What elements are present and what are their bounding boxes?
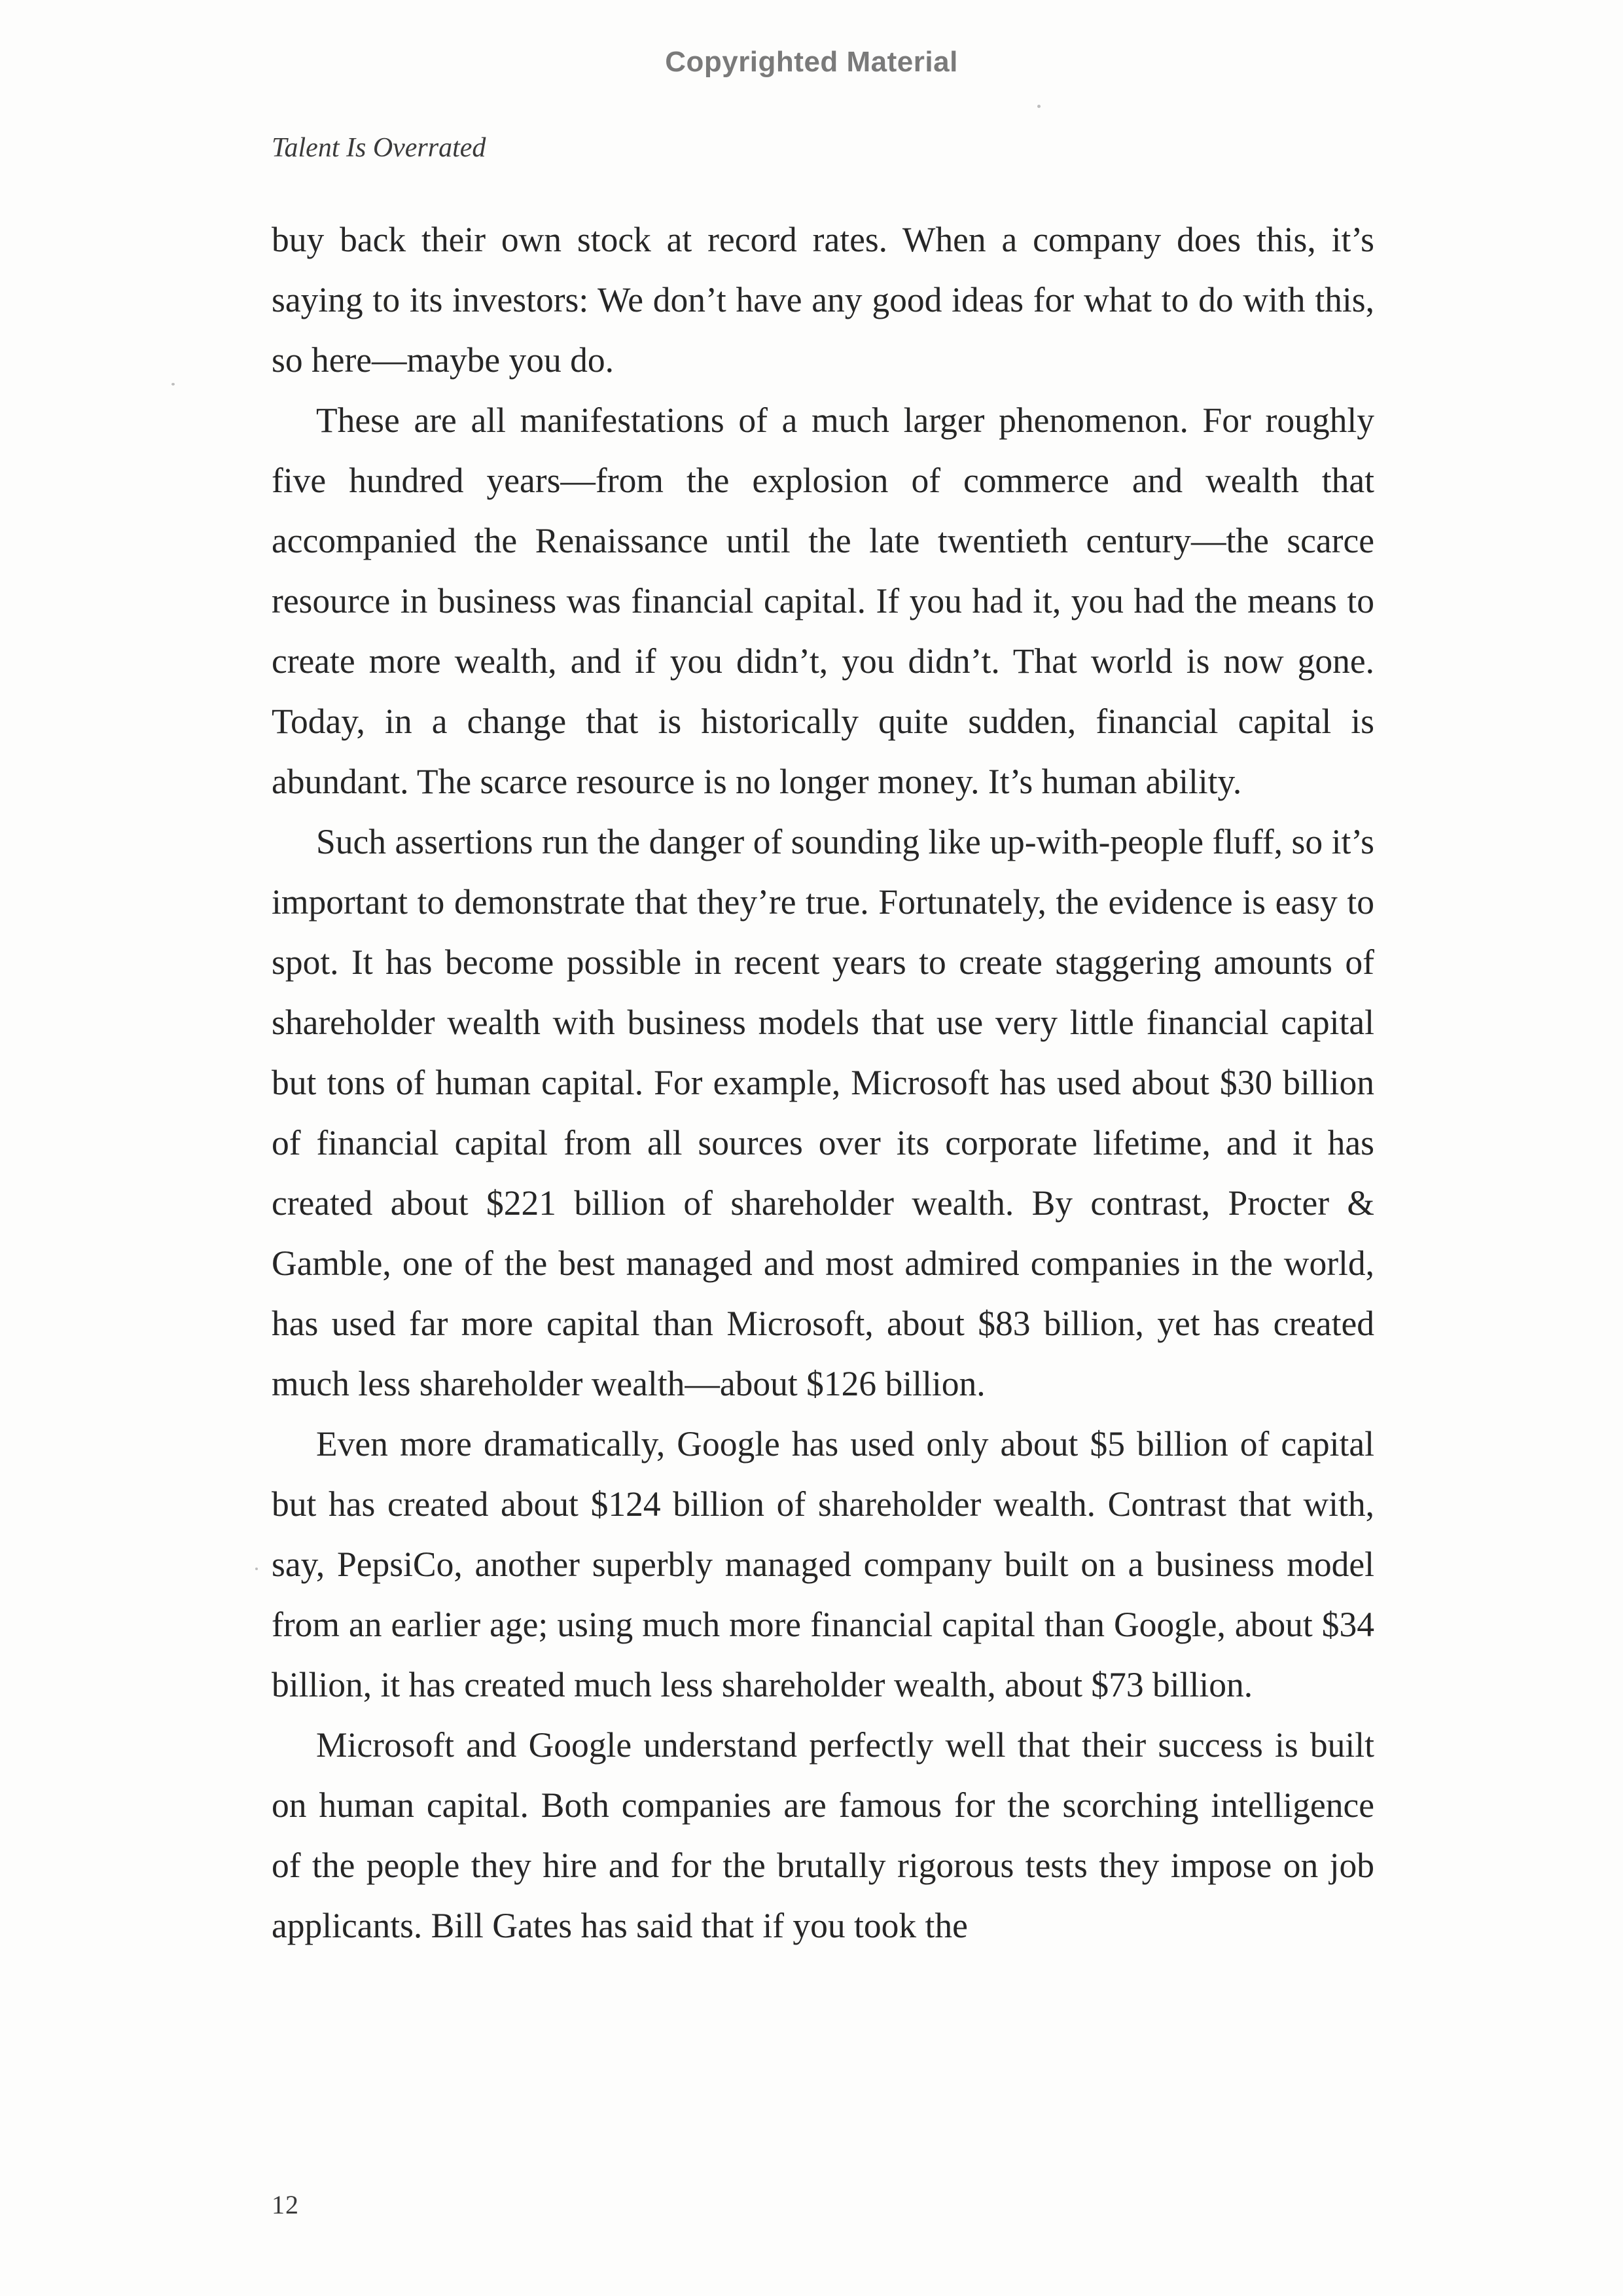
paragraph: Such assertions run the danger of sounding like up-with-people fluff, so it’s important to demonstrate that they’re true. Fortunately, the evidence is easy to spot. It has become possible in recent years to create staggering amounts of shareholder wealth with business models that use very little financial capital but tons of human capital. For example, Microsoft has used about $30 billion of financial capital from all sources over its corporate lifetime, and it has created about $221 billion of shareholder wealth. By contrast, Procter & Gamble, one of the best managed and most admired companies in the world, has used far more capital than Microsoft, about $83 billion, yet has created much less shareholder wealth—about $126 billion. xyxy=(272,822,1374,1403)
body-text xyxy=(272,209,1374,1956)
paragraph: These are all manifestations of a much larger phenomenon. For roughly five hundred years—from the explosion of commerce and wealth that accompanied the Renaissance until the late twentieth century—the scarce resource in business was financial capital. If you had it, you had the means to create more wealth, and if you didn’t, you didn’t. That world is now gone. Today, in a change that is historically quite sudden, financial capital is abundant. The scarce resource is no longer money. It’s human ability. xyxy=(272,401,1374,801)
paragraph: buy back their own stock at record rates. When a company does this, it’s saying to its investors: We don’t have any good ideas for what to do with this, so here—maybe you do. xyxy=(272,220,1374,380)
paragraph: Microsoft and Google understand perfectly well that their success is built on human capital. Both companies are famous for the scorching intelligence of the people they hire and for the brutally rigorous tests they impose on job applicants. Bill Gates has said that if you took the xyxy=(272,1725,1374,1945)
scan-speck xyxy=(1037,105,1041,108)
paragraph: Even more dramatically, Google has used only about $5 billion of capital but has created about $124 billion of shareholder wealth. Contrast that with, say, PepsiCo, another superbly managed company built on a business model from an earlier age; using much more financial capital than Google, about $34 billion, it has created much less shareholder wealth, about $73 billion. xyxy=(272,1424,1374,1704)
copyright-watermark: Copyrighted Material xyxy=(665,46,958,78)
scan-speck xyxy=(255,1568,258,1570)
scan-speck xyxy=(171,383,175,386)
page-number: 12 xyxy=(272,2190,299,2219)
running-head: Talent Is Overrated xyxy=(272,133,486,163)
